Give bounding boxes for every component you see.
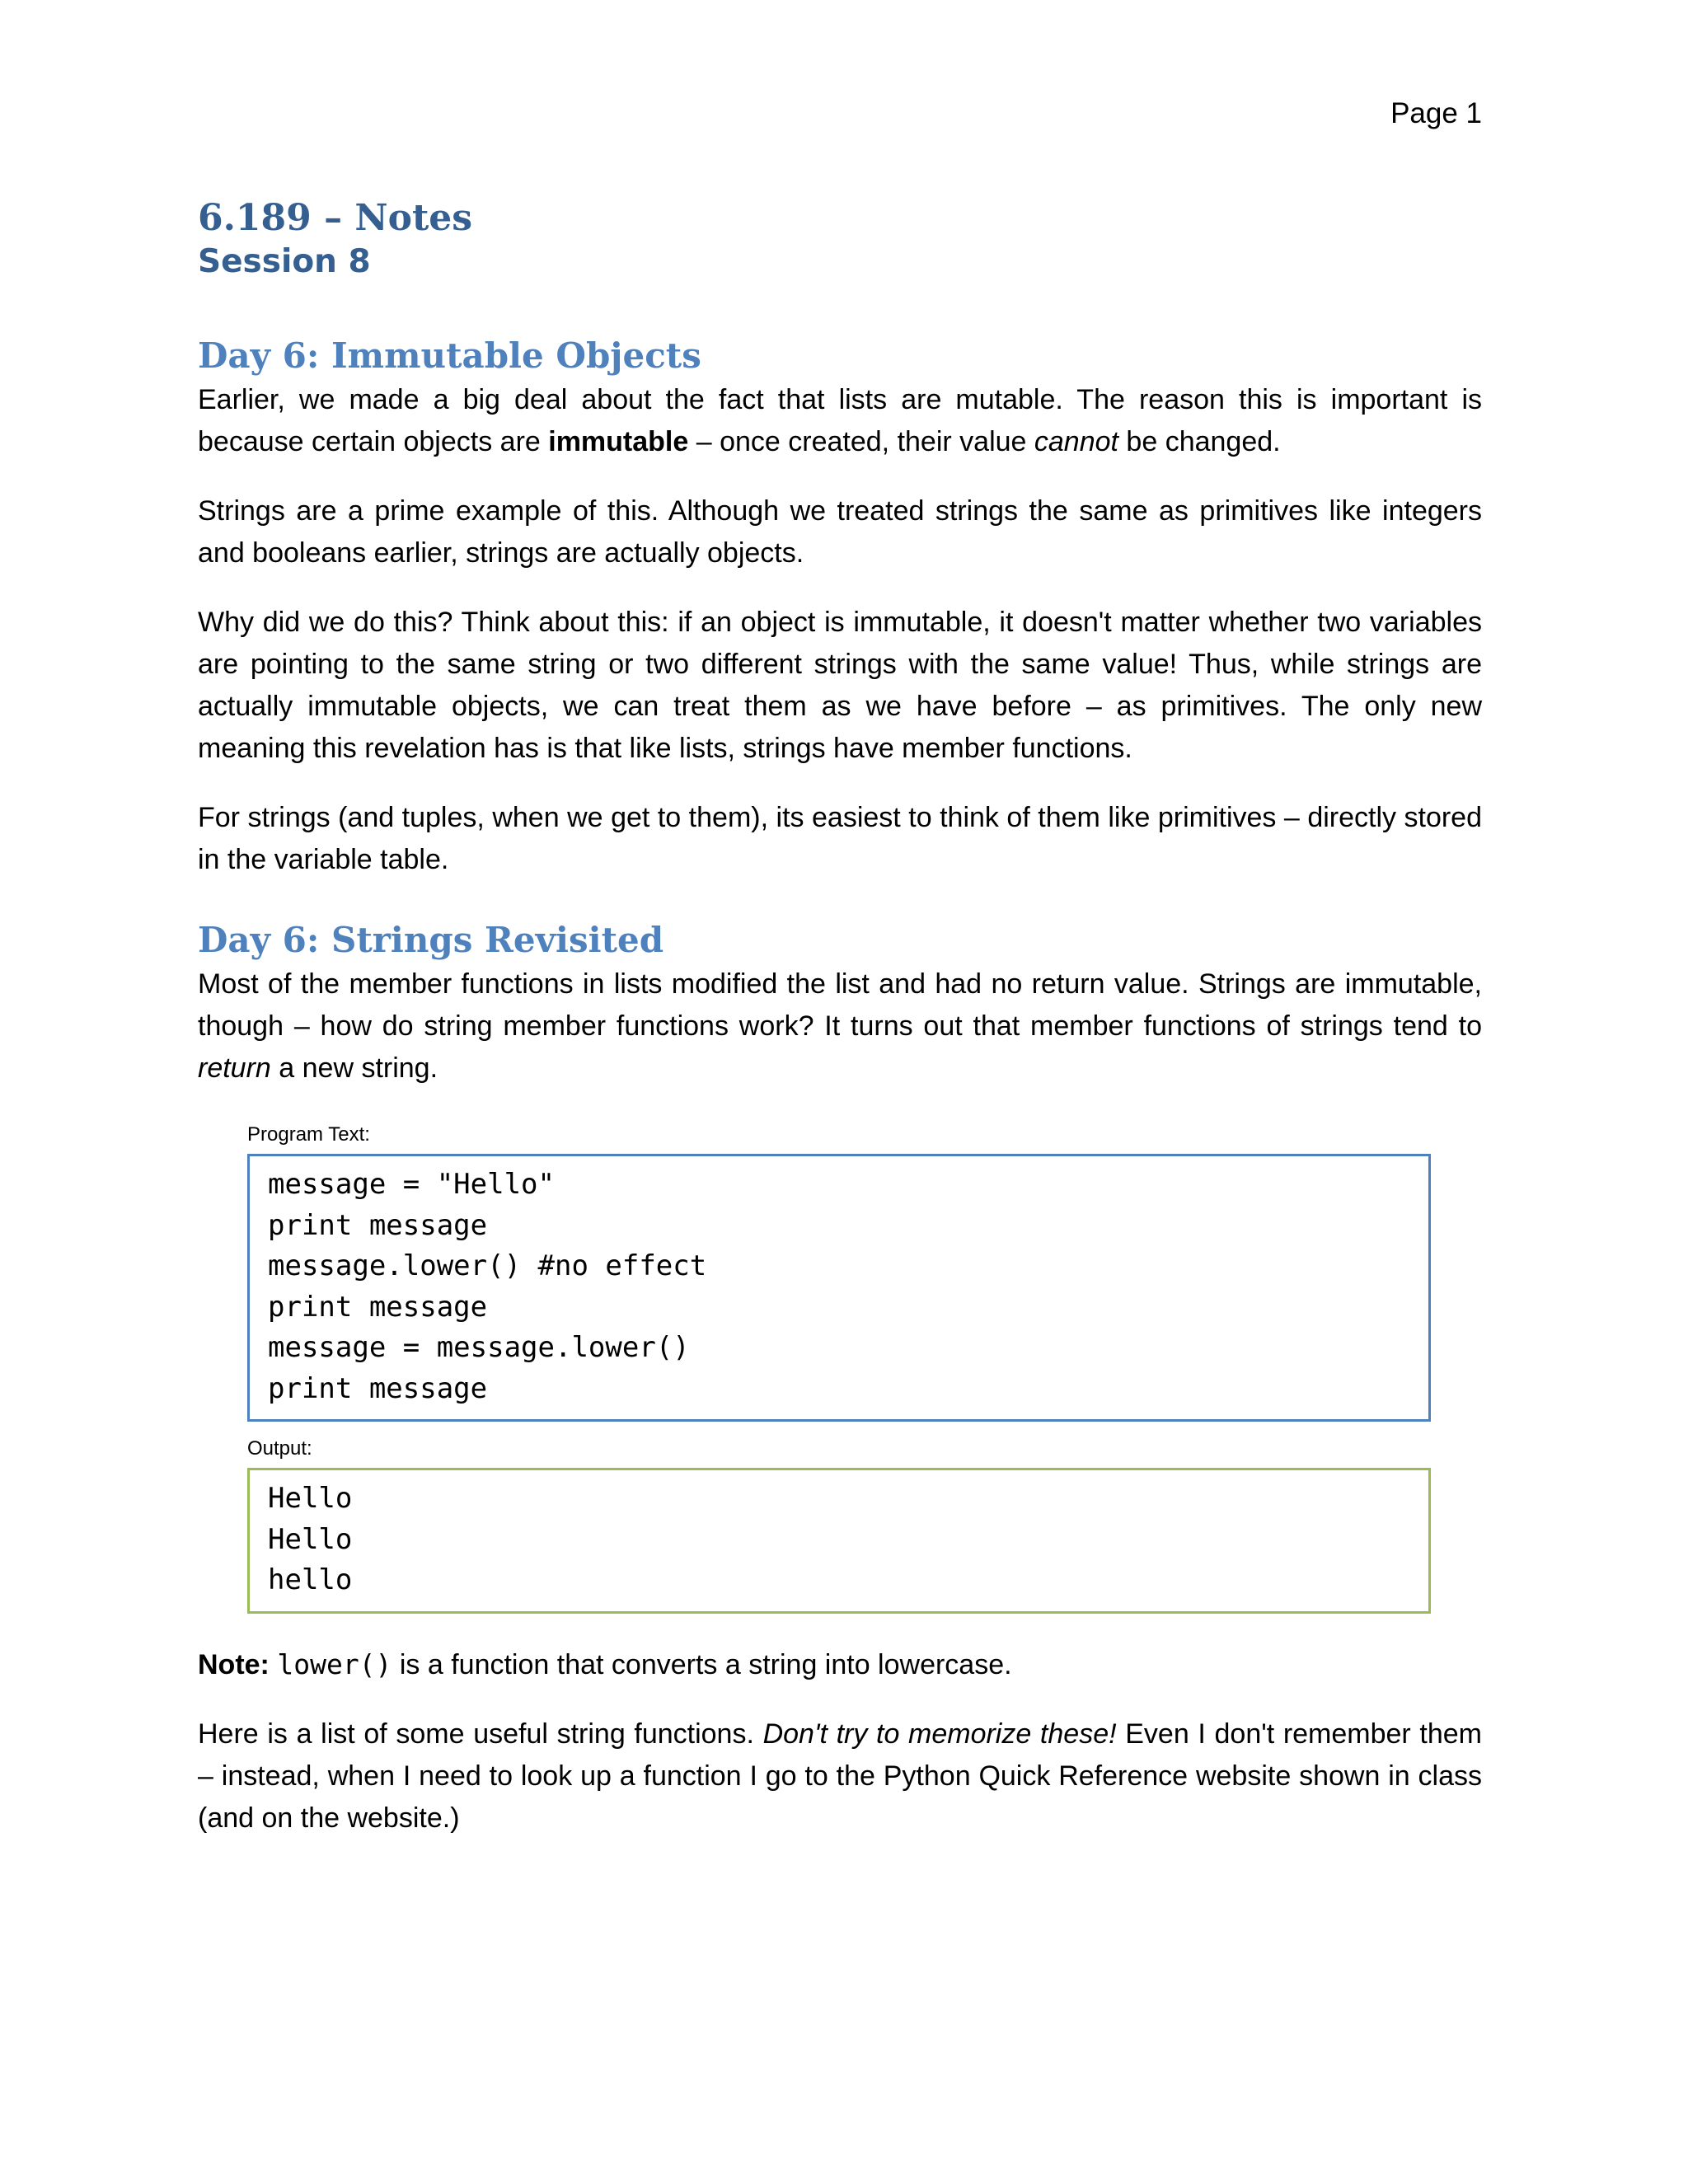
section-heading-strings-revisited: Day 6: Strings Revisited [198, 920, 664, 960]
paragraph-immutable-intro [198, 379, 1482, 463]
section-heading-immutable-objects: Day 6: Immutable Objects [198, 335, 701, 376]
program-code-box [247, 1154, 1431, 1422]
paragraph-useful-functions [198, 1713, 1482, 1840]
bold-term-immutable: immutable [548, 426, 689, 457]
output-line: Hello [268, 1482, 353, 1515]
text-run: Even I don't remember them – instead, when I need to look up a function I go to the Python Quick Reference website shown in class (and on the website.) [198, 1718, 1483, 1834]
inline-code-lower: lower() [277, 1647, 392, 1680]
page-content [198, 196, 1482, 1867]
note-label: Note: [198, 1648, 270, 1680]
document-subtitle: Session 8 [198, 243, 371, 280]
code-line: print message [268, 1208, 488, 1242]
text-run: Earlier, we made a big deal about the fact that lists are mutable. The reason this is important is because certain objects are [198, 384, 1482, 457]
code-line: message.lower() #no effect [268, 1249, 707, 1282]
document-title: 6.189 – Notes [198, 197, 473, 239]
text-run: Most of the member functions in lists modified the list and had no return value. Strings are immutable, though – how do string member functions work? It turns out that member functions of strings tend to [198, 968, 1482, 1042]
text-run: be changed. [1118, 426, 1281, 457]
paragraph-why-did-we: Why did we do this? Think about this: if an object is immutable, it doesn't matter whether two variables are pointing to the same string or two different strings with the same value! Thus, while strings are actually immutable objects, we can treat them as we have before – as primitives. The only new meaning this revelation has is that like lists, strings have member functions. [198, 607, 1482, 764]
program-text-label: Program Text: [247, 1123, 370, 1146]
italic-term-cannot: cannot [1034, 426, 1118, 457]
code-line: message = message.lower() [268, 1331, 690, 1364]
code-line: message = "Hello" [268, 1168, 555, 1201]
output-line: hello [268, 1563, 353, 1596]
text-run: Here is a list of some useful string functions. [198, 1718, 763, 1750]
paragraph-strings-tuples: For strings (and tuples, when we get to them), its easiest to think of them like primitives – directly stored in the variable table. [198, 802, 1482, 875]
italic-dont-memorize: Don't try to memorize these! [762, 1718, 1117, 1750]
page-number: Page 1 [1390, 97, 1482, 129]
italic-term-return: return [198, 1052, 271, 1084]
paragraph-strings-example: Strings are a prime example of this. Although we treated strings the same as primitives like integers and booleans earlier, strings are actually objects. [198, 495, 1482, 569]
output-label: Output: [247, 1437, 312, 1460]
text-run: a new string. [270, 1052, 438, 1084]
paragraph-member-functions [198, 963, 1482, 1090]
output-line: Hello [268, 1522, 353, 1556]
text-run: is a function that converts a string into lowercase. [392, 1648, 1012, 1680]
paragraph-note-lower [198, 1643, 1482, 1686]
code-line: print message [268, 1290, 488, 1324]
text-run: – once created, their value [688, 426, 1034, 457]
code-line: print message [268, 1371, 488, 1405]
output-box [247, 1468, 1431, 1614]
